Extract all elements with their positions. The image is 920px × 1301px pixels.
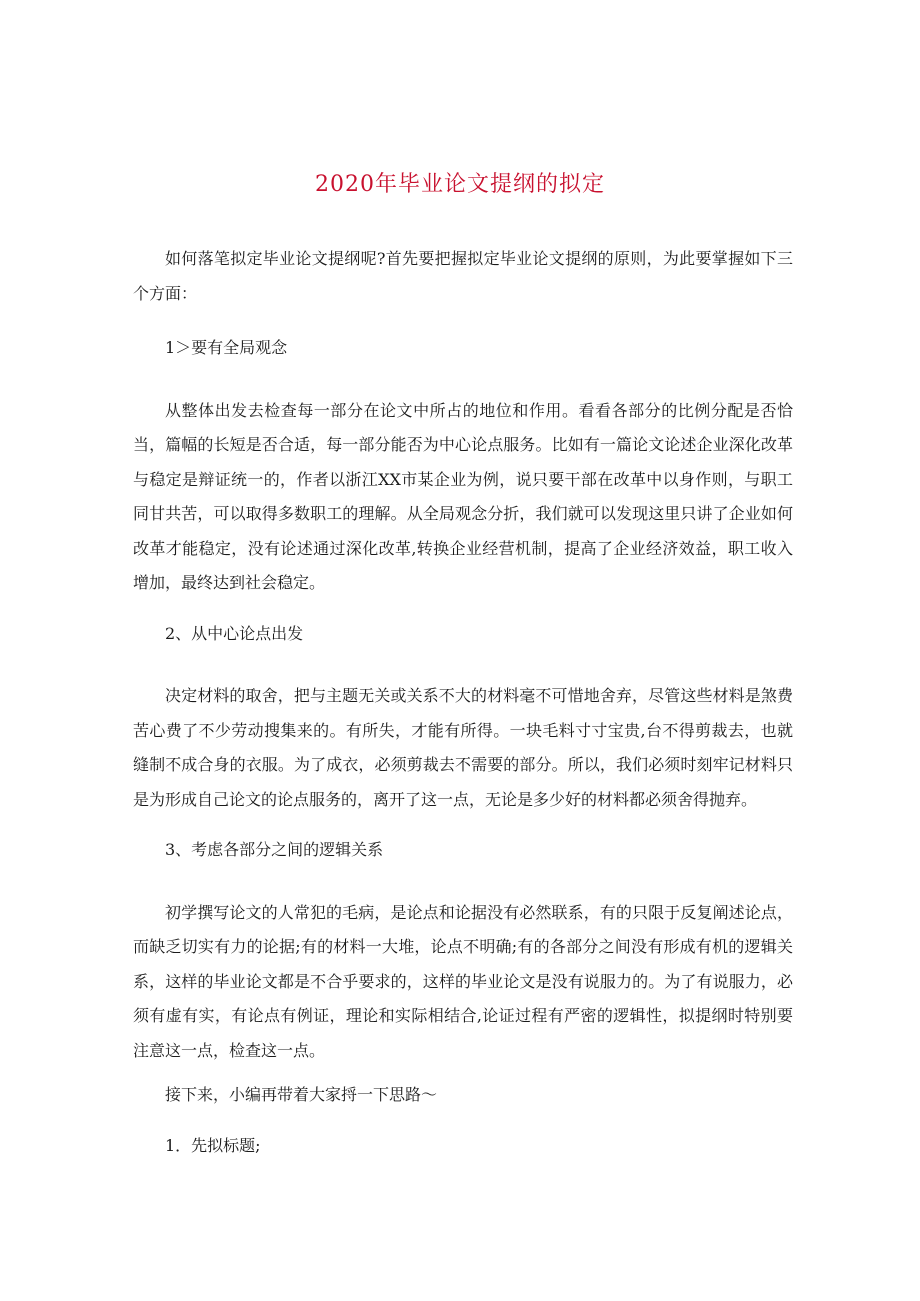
section-3-paragraph: 初学撰写论文的人常犯的毛病，是论点和论据没有必然联系，有的只限于反复阐述论点，而缺乏切实有力的论据;有的材料一大堆，论点不明确;有的各部分之间没有形成有机的逻辑关系，这样的毕业论文都是不合乎要求的，这样的毕业论文是没有说服力的。为了有说服力，必须有虚有实，有论点有例证，理论和实际相结合,论证过程有严密的逻辑性，拟提纲时特别要注意这一点，检查这一点。 bbox=[133, 902, 793, 1060]
document-title: 2020年毕业论文提纲的拟定 bbox=[315, 172, 605, 197]
section-heading-2: 2、从中心论点出发 bbox=[165, 623, 304, 643]
section-heading-3: 3、考虑各部分之间的逻辑关系 bbox=[165, 840, 384, 859]
section-1-paragraph: 从整体出发去检查每一部分在论文中所占的地位和作用。看看各部分的比例分配是否恰当，篇幅的长短是否合适，每一部分能否为中心论点服务。比如有一篇论文论述企业深化改革与稳定是辩证统一的，作者以浙江XX市某企业为例，说只要干部在改革中以身作则，与职工同甘共苦，可以取得多数职工的理解。从全局观念分折，我们就可以发现这里只讲了企业如何改革才能稳定，没有论述通过深化改革,转换企业经营机制，提高了企业经济效益，职工收入增加，最终达到社会稳定。 bbox=[133, 400, 793, 592]
document-body bbox=[133, 242, 793, 1185]
step-1-line: 1．先拟标题; bbox=[165, 1135, 261, 1155]
section-2-paragraph: 决定材料的取舍，把与主题无关或关系不大的材料毫不可惜地舍弃，尽管这些材料是煞费苦心费了不少劳动搜集来的。有所失，才能有所得。一块毛料寸寸宝贵,台不得剪裁去，也就缝制不成合身的衣服。为了成衣，必须剪裁去不需要的部分。所以，我们必须时刻牢记材料只是为形成自己论文的论点服务的，离开了这一点，无论是多少好的材料都必须舍得抛弃。 bbox=[133, 686, 793, 809]
intro-paragraph: 如何落笔拟定毕业论文提纲呢?首先要把握拟定毕业论文提纲的原则，为此要掌握如下三个方面： bbox=[133, 249, 793, 303]
transition-line: 接下来，小编再带着大家捋一下思路〜 bbox=[165, 1085, 438, 1104]
section-heading-1: 1＞要有全局观念 bbox=[165, 338, 288, 357]
